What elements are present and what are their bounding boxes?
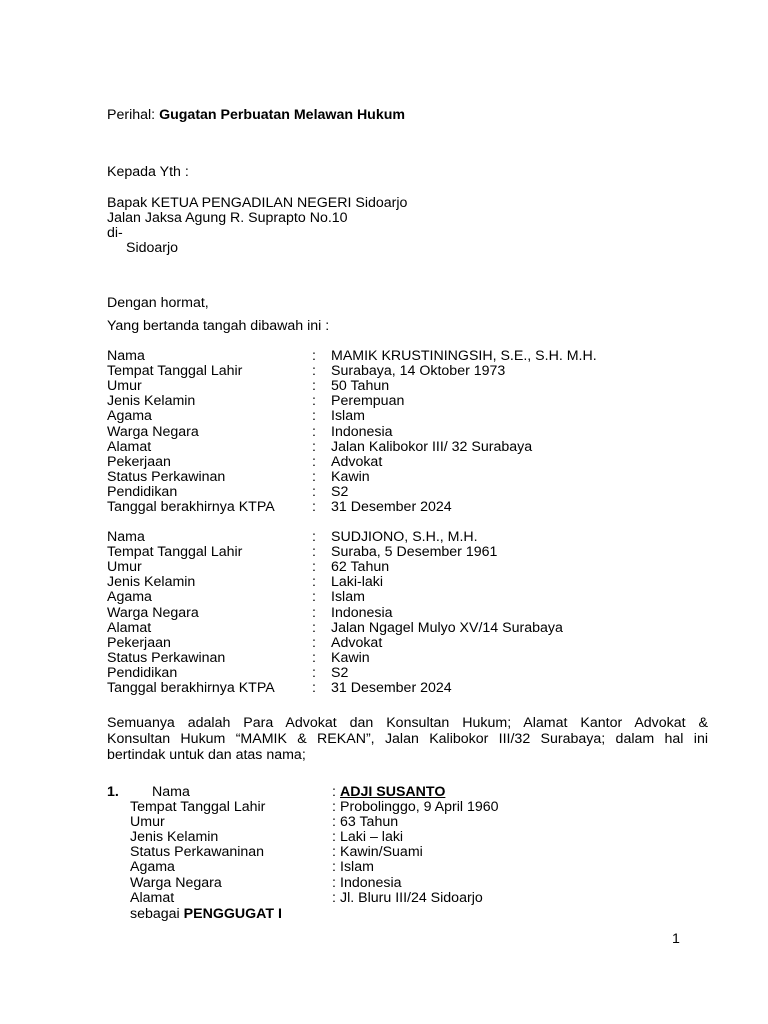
advocate-1-field-value: Kawin [331, 468, 370, 485]
advocate-1-field-value: 31 Desember 2024 [331, 499, 452, 515]
recipient-line-4: Sidoarjo [126, 240, 179, 256]
party-field-value: 63 Tahun [340, 814, 399, 831]
party-role-line [130, 906, 282, 922]
party-field-label: Tempat Tanggal Lahir [130, 799, 266, 815]
party-field-colon: : [332, 829, 336, 846]
party-name-value: ADJI SUSANTO [340, 784, 446, 800]
advocate-1-field-colon: : [312, 348, 316, 364]
advocate-1-field-colon: : [312, 468, 316, 485]
statement-line-2: Konsultan Hukum “MAMIK & REKAN”, Jalan Kalibokor III/32 Surabaya; dalam hal ini [107, 731, 708, 747]
recipient-line-2: Jalan Jaksa Agung R. Suprapto No.10 [107, 210, 348, 226]
advocate-2-field-value: Laki-laki [331, 574, 384, 591]
advocate-2-field-value: Jalan Ngagel Mulyo XV/14 Surabaya [331, 619, 563, 636]
advocate-2-field-value: Indonesia [331, 604, 393, 621]
advocate-2-field-value: 31 Desember 2024 [331, 680, 452, 696]
advocate-1-field-value: 50 Tahun [331, 378, 390, 395]
advocate-1-field-label: Warga Negara [107, 423, 199, 440]
advocate-2-field-value: 62 Tahun [331, 559, 390, 576]
advocate-1-field-label: Tempat Tanggal Lahir [107, 363, 243, 380]
advocate-2-field-colon: : [312, 680, 316, 696]
party-role-prefix: sebagai [130, 906, 180, 922]
advocate-2-field-colon: : [312, 664, 316, 681]
party-field-value: Probolinggo, 9 April 1960 [340, 799, 499, 815]
party-field-colon: : [332, 799, 336, 815]
advocate-1-field-value: Surabaya, 14 Oktober 1973 [331, 363, 506, 380]
advocate-2-field-colon: : [312, 544, 316, 561]
salutation: Dengan hormat, [107, 295, 209, 311]
advocate-1-field-value: Jalan Kalibokor III/ 32 Surabaya [331, 438, 533, 455]
advocate-2-field-value: Suraba, 5 Desember 1961 [331, 544, 498, 561]
advocate-2-field-label: Warga Negara [107, 604, 199, 621]
party-field-label: Agama [130, 859, 175, 876]
advocate-1-field-label: Agama [107, 408, 152, 425]
party-name-label: Nama [152, 784, 190, 800]
advocate-1-field-colon: : [312, 393, 316, 410]
advocate-2-field-colon: : [312, 604, 316, 621]
advocate-2-field-label: Umur [107, 559, 142, 576]
advocate-1-field-label: Alamat [107, 438, 152, 455]
advocate-2-field-label: Agama [107, 589, 152, 606]
subject-label: Perihal: [107, 107, 156, 123]
advocate-2-field-colon: : [312, 559, 316, 576]
party-number: 1. [107, 784, 119, 800]
advocate-1-field-value: S2 [331, 483, 349, 500]
advocate-1-field-label: Pekerjaan [107, 453, 171, 470]
advocate-2-field-label: Tempat Tanggal Lahir [107, 544, 243, 561]
party-field-colon: : [332, 874, 336, 891]
party-field-value: Kawin/Suami [340, 844, 423, 861]
party-field-label: Jenis Kelamin [130, 829, 219, 846]
advocate-2-field-value: Islam [331, 589, 365, 606]
advocate-1-field-colon: : [312, 363, 316, 380]
advocate-1-field-colon: : [312, 438, 316, 455]
party-field-value: Islam [340, 859, 374, 876]
advocate-1-field-value: Advokat [331, 453, 383, 470]
advocate-1-field-colon: : [312, 483, 316, 500]
advocate-2-field-label: Alamat [107, 619, 152, 636]
party-field-colon: : [332, 889, 336, 906]
party-field-colon: : [332, 859, 336, 876]
advocate-2-field-colon: : [312, 634, 316, 651]
advocate-1-field-value: MAMIK KRUSTININGSIH, S.E., S.H. M.H. [331, 348, 597, 364]
advocate-1-field-colon: : [312, 453, 316, 470]
advocate-2-field-value: Advokat [331, 634, 383, 651]
statement-line-1: Semuanya adalah Para Advokat dan Konsultan Hukum; Alamat Kantor Advokat & [107, 715, 708, 731]
party-field-value: Jl. Bluru III/24 Sidoarjo [340, 889, 483, 906]
intro-line: Yang bertanda tangah dibawah ini : [107, 318, 330, 334]
subject-line [107, 107, 405, 123]
advocate-2-field-colon: : [312, 619, 316, 636]
party-field-value: Laki – laki [340, 829, 404, 846]
party-name-colon: : [332, 784, 336, 800]
subject-title: Gugatan Perbuatan Melawan Hukum [159, 107, 406, 123]
recipient-line-1: Bapak KETUA PENGADILAN NEGERI Sidoarjo [107, 195, 408, 211]
party-field-colon: : [332, 844, 336, 861]
advocate-2-field-colon: : [312, 649, 316, 666]
advocate-1-field-value: Islam [331, 408, 365, 425]
advocate-2-field-label: Jenis Kelamin [107, 574, 196, 591]
advocate-1-field-label: Nama [107, 348, 145, 364]
advocate-1-field-colon: : [312, 408, 316, 425]
party-field-label: Status Perkawaninan [130, 844, 265, 861]
advocate-2-field-value: S2 [331, 664, 349, 681]
recipient-line-3: di- [107, 225, 123, 241]
advocate-1-field-label: Status Perkawinan [107, 468, 226, 485]
party-field-label: Warga Negara [130, 874, 222, 891]
advocate-2-field-label: Status Perkawinan [107, 649, 226, 666]
advocate-1-field-colon: : [312, 499, 316, 515]
advocate-2-field-colon: : [312, 589, 316, 606]
advocate-1-field-label: Jenis Kelamin [107, 393, 196, 410]
page-number: 1 [672, 931, 680, 947]
advocate-2-field-value: Kawin [331, 649, 370, 666]
advocate-1-field-label: Pendidikan [107, 483, 178, 500]
recipient-greeting: Kepada Yth : [107, 164, 189, 180]
statement-line-3: bertindak untuk dan atas nama; [107, 747, 306, 763]
advocate-2-field-colon: : [312, 574, 316, 591]
advocate-1-field-colon: : [312, 378, 316, 395]
advocate-2-field-value: SUDJIONO, S.H., M.H. [331, 529, 478, 545]
advocate-1-field-label: Tanggal berakhirnya KTPA [107, 499, 275, 515]
party-field-label: Alamat [130, 889, 175, 906]
advocate-2-field-label: Tanggal berakhirnya KTPA [107, 680, 275, 696]
advocate-2-field-colon: : [312, 529, 316, 545]
party-field-label: Umur [130, 814, 165, 831]
party-field-colon: : [332, 814, 336, 831]
advocate-2-field-label: Nama [107, 529, 145, 545]
party-field-value: Indonesia [340, 874, 402, 891]
advocate-2-field-label: Pekerjaan [107, 634, 171, 651]
advocate-1-field-colon: : [312, 423, 316, 440]
advocate-1-field-label: Umur [107, 378, 142, 395]
advocate-2-field-label: Pendidikan [107, 664, 178, 681]
advocate-1-field-value: Perempuan [331, 393, 405, 410]
advocate-1-field-value: Indonesia [331, 423, 393, 440]
party-role: PENGGUGAT I [183, 906, 282, 922]
